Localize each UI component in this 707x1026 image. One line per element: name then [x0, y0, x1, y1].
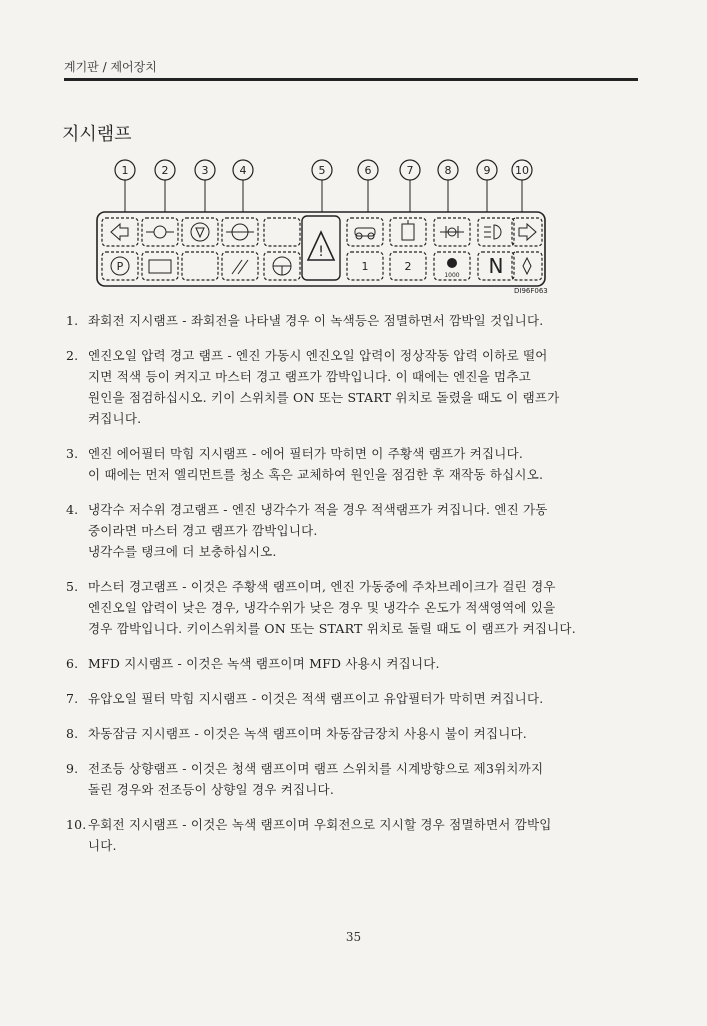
blank — [182, 252, 218, 280]
list-item — [66, 758, 636, 800]
item-text — [88, 576, 636, 639]
list-item — [66, 653, 636, 674]
differential-lock-icon — [434, 218, 470, 246]
item-text-line: 엔진오일 압력 경고 램프 - 엔진 가동시 엔진오일 압력이 정상작동 압력 이하로 떨어 — [88, 348, 548, 363]
item-text-line: MFD 지시램프 - 이것은 녹색 램프이며 MFD 사용시 켜집니다. — [88, 656, 440, 671]
callout-5 — [312, 160, 332, 180]
item-text-line: 냉각수를 탱크에 더 보충하십시오. — [88, 544, 277, 559]
list-item — [66, 443, 636, 485]
item-text-line: 마스터 경고램프 - 이것은 주황색 램프이며, 엔진 가동중에 주차브레이크가 걸린 경우 — [88, 579, 556, 594]
hydraulic-filter-icon — [390, 218, 426, 246]
page-number: 35 — [345, 930, 362, 944]
svg-text:10: 10 — [515, 164, 529, 177]
svg-text:P: P — [116, 260, 124, 273]
item-text — [88, 688, 636, 709]
callout-6 — [358, 160, 378, 180]
panel-cells — [102, 216, 542, 280]
svg-text:4: 4 — [239, 164, 247, 177]
list-item — [66, 723, 636, 744]
svg-text:1000: 1000 — [444, 272, 460, 279]
list-item — [66, 814, 636, 856]
svg-text:1: 1 — [361, 260, 369, 273]
svg-text:2: 2 — [404, 260, 412, 273]
high-beam-icon — [478, 218, 514, 246]
svg-text:6: 6 — [364, 164, 372, 177]
list-item — [66, 576, 636, 639]
svg-text:7: 7 — [406, 164, 414, 177]
item-text — [88, 310, 636, 331]
item-text — [88, 443, 636, 485]
svg-text:5: 5 — [318, 164, 326, 177]
list-item — [66, 499, 636, 562]
item-text-line: 좌회전 지시램프 - 좌회전을 나타낼 경우 이 녹색등은 점멸하면서 깜박일 것입니다. — [88, 313, 544, 328]
speed-1-icon — [347, 252, 383, 280]
steering-icon — [264, 252, 300, 280]
svg-text:8: 8 — [444, 164, 452, 177]
callout-1 — [115, 160, 135, 180]
item-number: 5. — [66, 579, 79, 594]
item-text — [88, 345, 636, 429]
speed-2-icon — [390, 252, 426, 280]
item-number: 4. — [66, 502, 79, 517]
item-number: 9. — [66, 761, 79, 776]
item-number: 1. — [66, 313, 79, 328]
svg-text:2: 2 — [161, 164, 169, 177]
page-title: 지시램프 — [62, 124, 132, 145]
item-number: 10. — [66, 817, 87, 832]
item-text-line: 니다. — [88, 838, 117, 853]
battery-icon — [142, 252, 178, 280]
item-number: 6. — [66, 656, 79, 671]
pto-1000-icon — [434, 252, 470, 280]
item-text-line: 엔진 에어필터 막힘 지시램프 - 에어 필터가 막히면 이 주황색 램프가 켜집니다. — [88, 446, 524, 461]
neutral-icon — [478, 252, 514, 280]
item-text-line: 우회전 지시램프 - 이것은 녹색 램프이며 우회전으로 지시할 경우 점멸하면서 깜박입 — [88, 817, 552, 832]
item-text-line: 이 때에는 먼저 엘리먼트를 청소 혹은 교체하여 원인을 점검한 후 재작동 하십시오. — [88, 467, 544, 482]
lamp-description-list — [66, 310, 636, 870]
item-text-line: 전조등 상향램프 - 이것은 청색 램프이며 램프 스위치를 시계방향으로 제3위치까지 — [88, 761, 544, 776]
callout-4 — [233, 160, 253, 180]
callout-7 — [400, 160, 420, 180]
list-item — [66, 688, 636, 709]
item-text — [88, 653, 636, 674]
callout-group — [115, 160, 532, 180]
section-header: 계기판 / 제어장치 — [64, 60, 157, 74]
callout-3 — [195, 160, 215, 180]
callout-leaders — [125, 180, 522, 212]
parking-brake-icon — [102, 252, 138, 280]
header-rule — [64, 78, 638, 81]
coolant-level-icon — [222, 218, 258, 246]
master-warning-icon — [302, 216, 340, 280]
item-text — [88, 723, 636, 744]
svg-text:3: 3 — [201, 164, 209, 177]
mfd-icon — [347, 218, 383, 246]
list-item — [66, 310, 636, 331]
svg-text:!: ! — [318, 244, 324, 260]
indicator-panel-figure — [92, 150, 552, 300]
figure-code: DI96F063 — [514, 287, 548, 295]
callout-2 — [155, 160, 175, 180]
item-number: 3. — [66, 446, 79, 461]
item-number: 7. — [66, 691, 79, 706]
item-number: 8. — [66, 726, 79, 741]
svg-text:9: 9 — [483, 164, 491, 177]
item-text-line: 경우 깜박입니다. 키이스위치를 ON 또는 START 위치로 돌릴 때도 이 램프가 켜집니다. — [88, 621, 576, 636]
item-text-line: 엔진오일 압력이 낮은 경우, 냉각수위가 낮은 경우 및 냉각수 온도가 적색영역에 있을 — [88, 600, 556, 615]
callout-9 — [477, 160, 497, 180]
right-arrow-icon — [512, 218, 542, 246]
item-text-line: 차동잠금 지시램프 - 이것은 녹색 램프이며 차동잠금장치 사용시 불이 켜집니다. — [88, 726, 527, 741]
air-filter-icon — [182, 218, 218, 246]
item-number: 2. — [66, 348, 79, 363]
item-text-line: 돌린 경우와 전조등이 상향일 경우 켜집니다. — [88, 782, 334, 797]
item-text — [88, 758, 636, 800]
item-text-line: 켜집니다. — [88, 411, 142, 426]
list-item — [66, 345, 636, 429]
svg-text:N: N — [488, 254, 504, 278]
item-text — [88, 499, 636, 562]
oil-pressure-icon — [142, 218, 178, 246]
fuel-icon — [512, 252, 542, 280]
item-text-line: 중이라면 마스터 경고 램프가 깜박입니다. — [88, 523, 318, 538]
glow-plug-icon — [222, 252, 258, 280]
callout-10 — [512, 160, 532, 180]
item-text-line: 지면 적색 등이 켜지고 마스터 경고 램프가 깜박입니다. 이 때에는 엔진을 멈추고 — [88, 369, 531, 384]
item-text — [88, 814, 636, 856]
left-arrow-icon — [102, 218, 138, 246]
blank — [264, 218, 300, 246]
item-text-line: 냉각수 저수위 경고램프 - 엔진 냉각수가 적을 경우 적색램프가 켜집니다. 엔진 가동 — [88, 502, 548, 517]
callout-8 — [438, 160, 458, 180]
item-text-line: 원인을 점검하십시오. 키이 스위치를 ON 또는 START 위치로 돌렸을 때도 이 램프가 — [88, 390, 560, 405]
item-text-line: 유압오일 필터 막힘 지시램프 - 이것은 적색 램프이고 유압필터가 막히면 켜집니다. — [88, 691, 544, 706]
svg-text:1: 1 — [121, 164, 129, 177]
